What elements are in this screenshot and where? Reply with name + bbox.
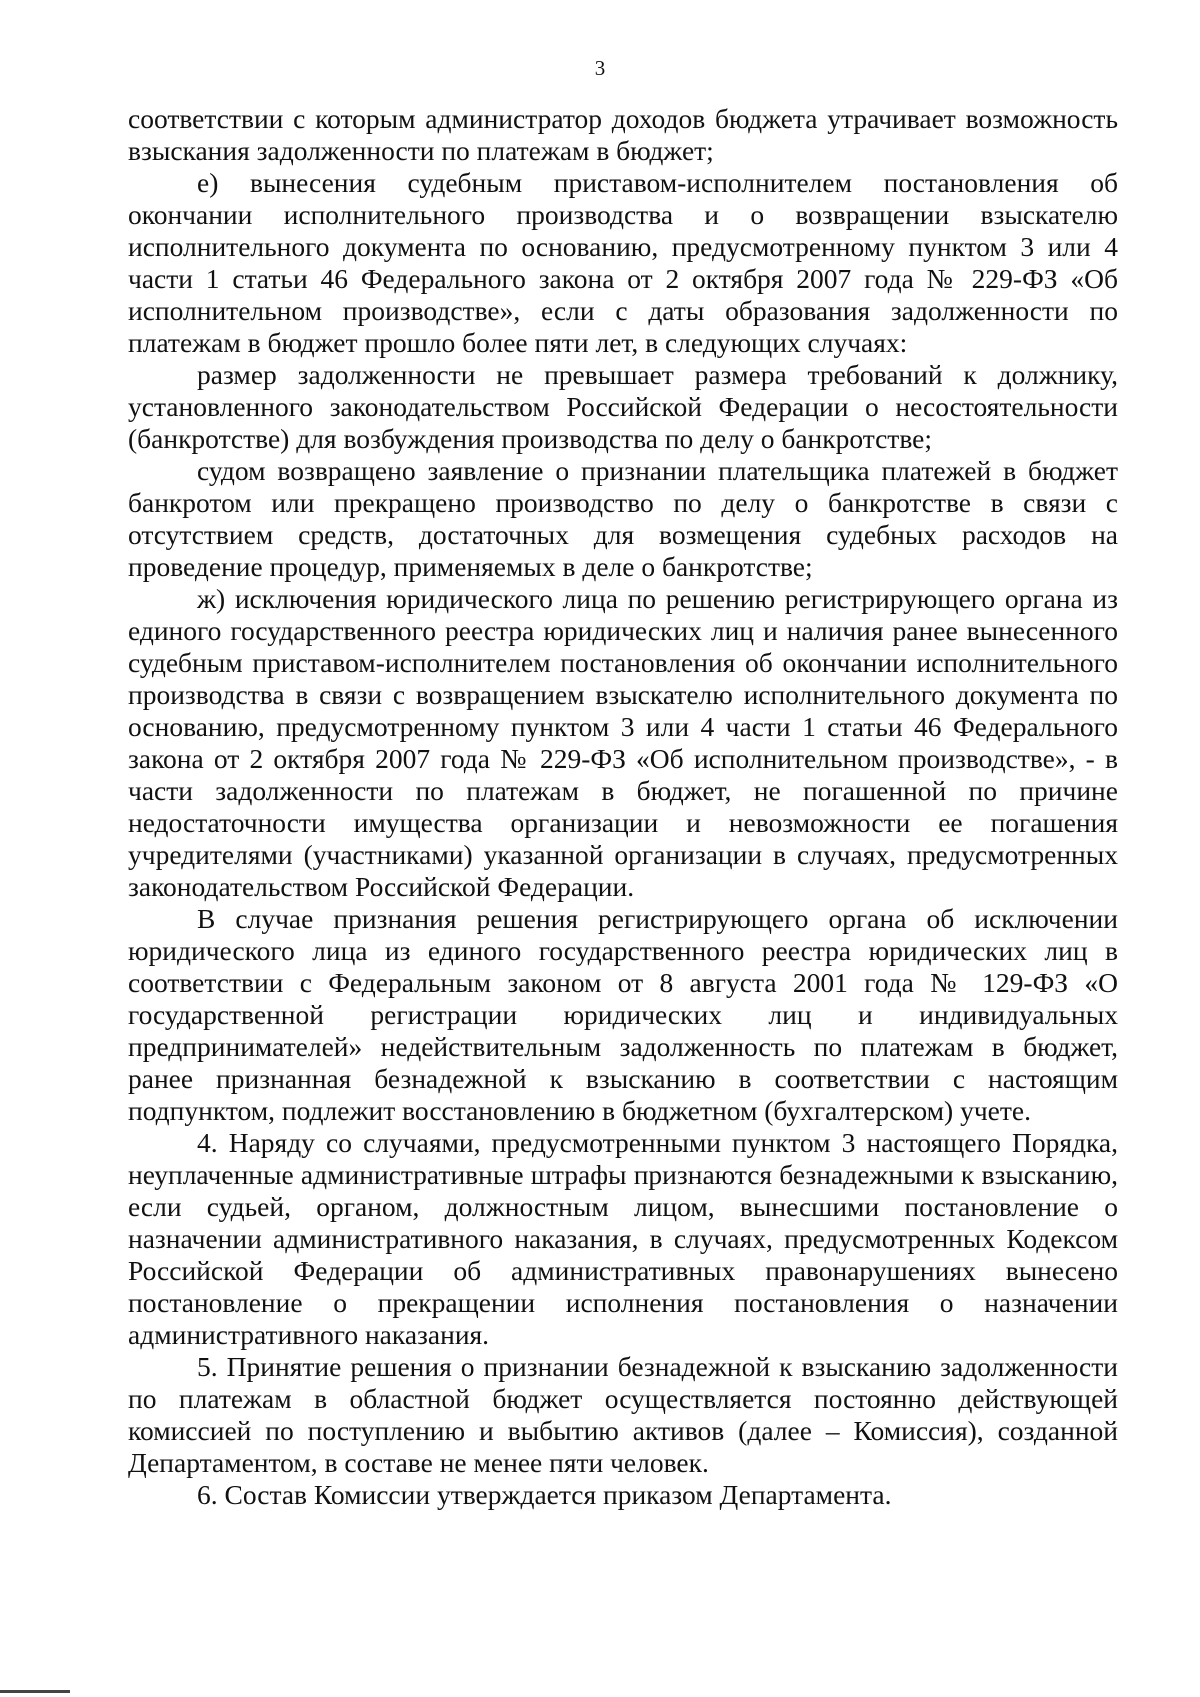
paragraph-item-e: е) вынесения судебным приставом-исполнителем постановления об окончании исполнительного производства и о возвращении взыскателю исполнительного документа по основанию, предусмотренному пунктом 3 или 4 части 1 статьи 46 Федерального закона от 2 октября 2007 года № 229-ФЗ «Об исполнительном производстве», если с даты образования задолженности по платежам в бюджет прошло более пяти лет, в следующих случаях: [128,167,1118,358]
paragraph-point-6: 6. Состав Комиссии утверждается приказом Департамента. [197,1479,892,1510]
paragraph-debt-size: размер задолженности не превышает размера требований к должнику, установленного законодательством Российской Федерации о несостоятельности (банкротстве) для возбуждения производства по делу о банкротстве; [128,359,1118,454]
paragraph-invalid-decision: В случае признания решения регистрирующего органа об исключении юридического лица из единого государственного реестра юридических лиц в соответствии с Федеральным законом от 8 августа 2001 года № 129-ФЗ «О государственной регистрации юридических лиц и индивидуальных предпринимателей» недействительным задолженность по платежам в бюджет, ранее признанная безнадежной к взысканию в соответствии с настоящим подпунктом, подлежит восстановлению в бюджетном (бухгалтерском) учете. [128,903,1118,1126]
paragraph-continuation: соответствии с которым администратор доходов бюджета утрачивает возможность взыскания задолженности по платежам в бюджет; [128,103,1118,166]
paragraph-court-returned: судом возвращено заявление о признании плательщика платежей в бюджет банкротом или прекращено производство по делу о банкротстве в связи с отсутствием средств, достаточных для возмещения судебных расходов на проведение процедур, применяемых в деле о банкротстве; [128,455,1118,582]
paragraph-item-zh: ж) исключения юридического лица по решению регистрирующего органа из единого государственного реестра юридических лиц и наличия ранее вынесенного судебным приставом-исполнителем постановления об окончании исполнительного производства в связи с возвращением взыскателю исполнительного документа по основанию, предусмотренному пунктом 3 или 4 части 1 статьи 46 Федерального закона от 2 октября 2007 года № 229-ФЗ «Об исполнительном производстве», - в части задолженности по платежам в бюджет, не погашенной по причине недостаточности имущества организации и невозможности ее погашения учредителями (участниками) указанной организации в случаях, предусмотренных законодательством Российской Федерации. [128,583,1118,902]
scan-edge-mark [0,1690,70,1693]
paragraph-point-5: 5. Принятие решения о признании безнадежной к взысканию задолженности по платежам в областной бюджет осуществляется постоянно действующей комиссией по поступлению и выбытию активов (далее – Комиссия), созданной Департаментом, в составе не менее пяти человек. [128,1351,1118,1478]
page-number: 3 [594,56,606,80]
document-body [128,103,1118,1511]
paragraph-point-4: 4. Наряду со случаями, предусмотренными пунктом 3 настоящего Порядка, неуплаченные административные штрафы признаются безнадежными к взысканию, если судьей, органом, должностным лицом, вынесшими постановление о назначении административного наказания, в случаях, предусмотренных Кодексом Российской Федерации об административных правонарушениях вынесено постановление о прекращении исполнения постановления о назначении административного наказания. [128,1127,1118,1350]
